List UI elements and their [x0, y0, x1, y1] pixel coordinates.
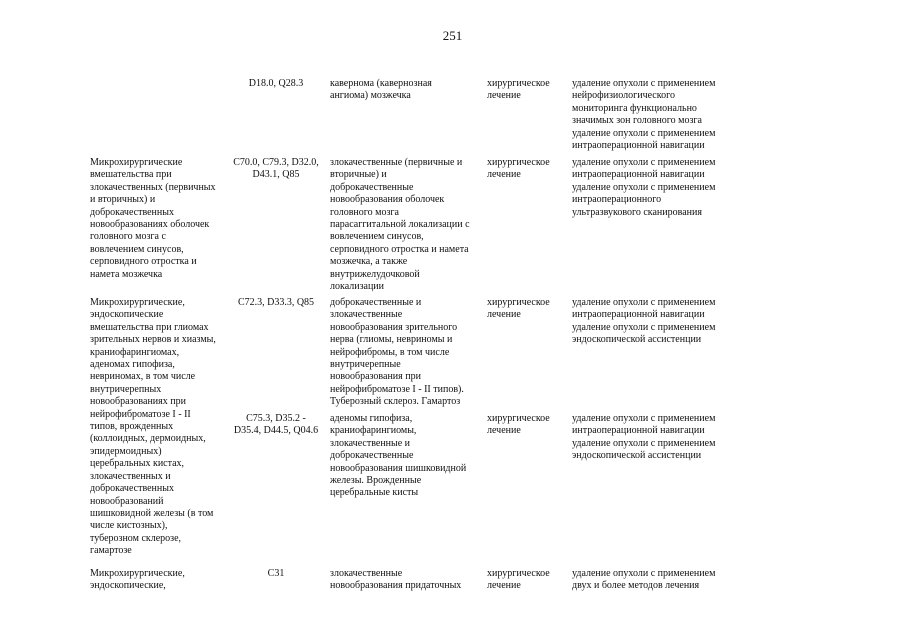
text-line: (коллоидных, дермоидных, [90, 433, 206, 445]
text-line: головного мозга [330, 206, 399, 218]
text-line: нейрофиброматозе I - II [90, 408, 191, 420]
text-line: злокачественные (первичные и [330, 157, 463, 168]
text-line: злокачественных (первичных [90, 181, 216, 193]
text-line: нейрофибромы, в том числе [330, 346, 450, 358]
text-line: эндоскопической ассистенции [572, 334, 702, 346]
text-line: вовлечением синусов, [90, 243, 184, 255]
text-line: двух и более методов лечения [572, 580, 700, 592]
treatment-type-cell [487, 157, 567, 182]
treatment-type-cell [487, 297, 567, 322]
text-line: ангиома) мозжечка [330, 90, 411, 102]
text-line: лечение [487, 90, 521, 102]
text-line: аденомы гипофиза, [330, 413, 413, 424]
text-line: интраоперационной навигации [572, 309, 705, 321]
text-line: новообразования зрительного [330, 321, 458, 333]
treatment-type-cell [487, 568, 567, 593]
text-line: мозжечка, а также [330, 256, 408, 268]
text-line: эпидермоидных) [90, 445, 162, 457]
text-line: внутричерепных [90, 383, 162, 395]
procedure-name-cell [90, 157, 230, 281]
treatment-method-cell [572, 413, 742, 463]
text-line: удаление опухоли с применением [572, 157, 716, 168]
text-line: кавернома (кавернозная [330, 78, 432, 89]
text-line: Микрохирургические, [90, 297, 185, 308]
text-line: хирургическое [487, 78, 550, 89]
text-line: значимых зон головного мозга [572, 115, 702, 127]
text-line: нерва (глиомы, невриномы и [330, 334, 453, 346]
text-line: железы. Врожденные [330, 475, 422, 487]
treatment-method-cell [572, 297, 742, 347]
text-line: хирургическое [487, 568, 550, 579]
text-line: хирургическое [487, 297, 550, 308]
text-line: злокачественных и [90, 470, 171, 482]
patient-model-cell [330, 568, 480, 593]
treatment-type-cell [487, 78, 567, 103]
text-line: интраоперационной навигации [572, 425, 705, 437]
text-line: лечение [487, 580, 521, 592]
text-line: зрительных нервов и хиазмы, [90, 334, 216, 346]
text-line: эндоскопические, [90, 580, 166, 592]
text-line: Микрохирургические [90, 157, 183, 168]
text-line: хирургическое [487, 157, 550, 168]
text-line: нейрофиброматозе I - II типов). [330, 383, 464, 395]
treatment-method-cell [572, 157, 742, 219]
text-line: удаление опухоли с применением [572, 568, 716, 579]
text-line: D18.0, Q28.3 [248, 78, 304, 89]
text-line: типов, врожденных [90, 421, 174, 433]
text-line: нейрофизиологического [572, 90, 675, 102]
text-line: лечение [487, 309, 521, 321]
text-line: гамартозе [90, 545, 132, 557]
text-line: лечение [487, 169, 521, 181]
text-line: Микрохирургические, [90, 568, 185, 579]
text-line: вмешательства при глиомах [90, 321, 209, 333]
icd-codes-cell [226, 568, 326, 580]
text-line: вовлечением синусов, [330, 231, 424, 243]
text-line: удаление опухоли с применением [572, 78, 716, 89]
text-line: удаление опухоли с применением [572, 321, 716, 333]
text-line: серповидного отростка и [90, 256, 197, 268]
text-line: C70.0, C79.3, D32.0, [233, 157, 319, 168]
treatment-method-cell [572, 568, 742, 593]
patient-model-cell [330, 413, 480, 500]
text-line: головного мозга с [90, 231, 166, 243]
text-line: и вторичных) и [90, 194, 156, 206]
text-line: новообразованиях оболочек [90, 219, 210, 231]
icd-codes-cell [226, 413, 326, 438]
text-line: удаление опухоли с применением [572, 437, 716, 449]
text-line: эндоскопической ассистенции [572, 450, 702, 462]
text-line: лечение [487, 425, 521, 437]
text-line: доброкачественных [90, 206, 174, 218]
text-line: интраоперационной навигации [572, 169, 705, 181]
icd-codes-cell [226, 297, 326, 309]
icd-codes-cell [226, 78, 326, 90]
text-line: C75.3, D35.2 - [246, 413, 306, 424]
text-line: эндоскопические [90, 309, 164, 321]
text-line: туберозном склерозе, [90, 532, 182, 544]
text-line: вмешательства при [90, 169, 172, 181]
text-line: злокачественные и [330, 437, 411, 449]
text-line: Туберозный склероз. Гамартоз [330, 396, 461, 408]
text-line: удаление опухоли с применением [572, 127, 716, 139]
text-line: парасаггитальной локализации с [330, 219, 470, 231]
icd-codes-cell [226, 157, 326, 182]
text-line: невриномах, в том числе [90, 371, 196, 383]
text-line: удаление опухоли с применением [572, 413, 716, 424]
treatment-type-cell [487, 413, 567, 438]
text-line: церебральные кисты [330, 487, 419, 499]
text-line: доброкачественные [330, 181, 414, 193]
text-line: шишковидной железы (в том [90, 507, 214, 519]
patient-model-cell [330, 297, 480, 409]
text-line: интраоперационной навигации [572, 140, 705, 152]
text-line: новообразований [90, 495, 164, 507]
procedure-name-cell [90, 297, 230, 558]
text-line: намета мозжечка [90, 268, 163, 280]
text-line: удаление опухоли с применением [572, 297, 716, 308]
text-line: хирургическое [487, 413, 550, 424]
text-line: новообразования шишковидной [330, 462, 467, 474]
text-line: церебральных кистах, [90, 458, 185, 470]
text-line: доброкачественные [330, 450, 414, 462]
text-line: C72.3, D33.3, Q85 [237, 297, 315, 308]
text-line: интраоперационного [572, 194, 662, 206]
patient-model-cell [330, 157, 480, 293]
text-line: вторичные) и [330, 169, 387, 181]
text-line: краниофарингиомах, [90, 346, 180, 358]
text-line: новообразованиях при [90, 396, 186, 408]
text-line: новообразования при [330, 371, 421, 383]
text-line: локализации [330, 281, 385, 293]
text-line: злокачественные [330, 568, 403, 579]
page-number: 251 [442, 28, 463, 43]
text-line: краниофарингиомы, [330, 425, 417, 437]
text-line: числе кистозных), [90, 520, 168, 532]
text-line: злокачественные [330, 309, 403, 321]
text-line: ультразвукового сканирования [572, 206, 702, 218]
text-line: удаление опухоли с применением [572, 181, 716, 193]
text-line: C31 [267, 568, 285, 579]
text-line: внутричерепные [330, 359, 401, 371]
procedure-name-cell [90, 568, 230, 593]
text-line: доброкачественные и [330, 297, 422, 308]
text-line: доброкачественных [90, 483, 174, 495]
patient-model-cell [330, 78, 480, 103]
text-line: новообразования придаточных [330, 580, 462, 592]
text-line: D43.1, Q85 [252, 169, 300, 181]
text-line: D35.4, D44.5, Q04.6 [233, 425, 319, 437]
text-line: серповидного отростка и намета [330, 243, 469, 255]
text-line: мониторинга функционально [572, 102, 697, 114]
treatment-method-cell [572, 78, 742, 152]
text-line: новообразования оболочек [330, 194, 445, 206]
text-line: внутрижелудочковой [330, 268, 420, 280]
text-line: аденомах гипофиза, [90, 359, 175, 371]
